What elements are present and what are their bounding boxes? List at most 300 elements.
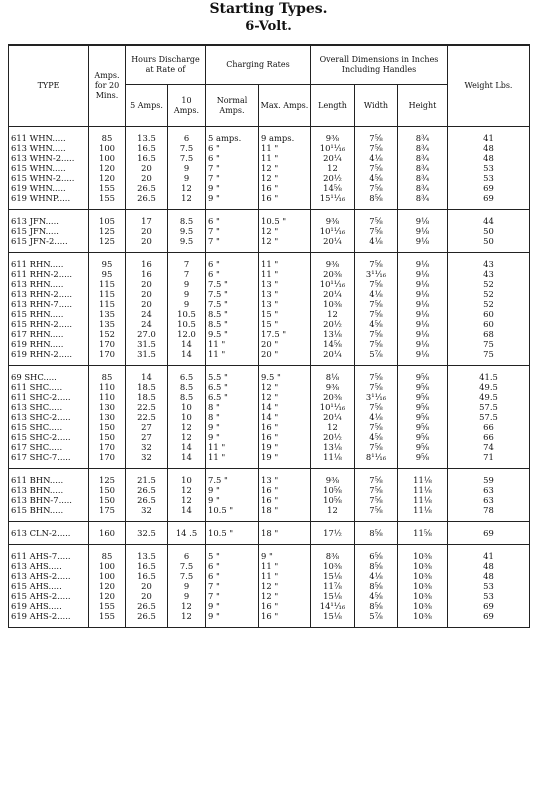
cell-weight: 68: [448, 329, 530, 339]
cell-amps-20: 125: [89, 226, 126, 236]
cell-height: 11⅝: [398, 522, 448, 545]
cell-amps-20: 120: [89, 591, 126, 601]
cell-weight: 50: [448, 226, 530, 236]
cell-10-amps: 9: [168, 163, 206, 173]
cell-length: 9⅜: [311, 253, 355, 270]
cell-5-amps: 13.5: [126, 545, 168, 562]
cell-normal-amps: 7 ": [206, 173, 259, 183]
cell-type: 619 WHN.....: [9, 183, 89, 193]
cell-weight: 48: [448, 153, 530, 163]
cell-type: 615 RHN.....: [9, 309, 89, 319]
table-row: [9, 422, 530, 432]
cell-length: 14⅝: [311, 183, 355, 193]
cell-type: 617 RHN.....: [9, 329, 89, 339]
cell-type: 613 AHS-2.....: [9, 571, 89, 581]
cell-amps-20: 150: [89, 495, 126, 505]
cell-weight: 69: [448, 522, 530, 545]
cell-weight: 53: [448, 591, 530, 601]
cell-10-amps: 10.5: [168, 319, 206, 329]
cell-amps-20: 150: [89, 422, 126, 432]
cell-weight: 57.5: [448, 402, 530, 412]
cell-max-amps: 16 ": [259, 495, 311, 505]
cell-5-amps: 27: [126, 422, 168, 432]
cell-max-amps: 16 ": [259, 485, 311, 495]
cell-amps-20: 85: [89, 545, 126, 562]
cell-weight: 75: [448, 339, 530, 349]
cell-type: 615 JFN.....: [9, 226, 89, 236]
table-row: [9, 253, 530, 270]
cell-length: 10¹¹⁄₁₆: [311, 279, 355, 289]
cell-height: 9⅛: [398, 289, 448, 299]
cell-normal-amps: 8 ": [206, 402, 259, 412]
cell-amps-20: 160: [89, 522, 126, 545]
cell-5-amps: 31.5: [126, 339, 168, 349]
cell-5-amps: 20: [126, 279, 168, 289]
table-row: [9, 495, 530, 505]
table-row: [9, 349, 530, 366]
cell-5-amps: 26.5: [126, 193, 168, 210]
cell-max-amps: 17.5 ": [259, 329, 311, 339]
cell-max-amps: 15 ": [259, 319, 311, 329]
cell-weight: 59: [448, 469, 530, 486]
cell-normal-amps: 7 ": [206, 581, 259, 591]
cell-normal-amps: 6 ": [206, 253, 259, 270]
cell-10-amps: 9: [168, 289, 206, 299]
cell-width: 8⅝: [355, 522, 398, 545]
cell-normal-amps: 5 amps.: [206, 127, 259, 144]
cell-width: 4⅛: [355, 289, 398, 299]
cell-normal-amps: 10.5 ": [206, 505, 259, 522]
cell-amps-20: 100: [89, 561, 126, 571]
cell-5-amps: 16.5: [126, 153, 168, 163]
cell-type: 611 SHC.....: [9, 382, 89, 392]
cell-weight: 52: [448, 299, 530, 309]
cell-normal-amps: 7 ": [206, 591, 259, 601]
header-overall-dimensions: Overall Dimensions in Inches Including Handles: [311, 45, 448, 85]
cell-10-amps: 12: [168, 432, 206, 442]
cell-10-amps: 12: [168, 422, 206, 432]
cell-height: 10⅜: [398, 591, 448, 601]
cell-type: 615 BHN.....: [9, 505, 89, 522]
cell-width: 4⅝: [355, 432, 398, 442]
cell-height: 9⅝: [398, 382, 448, 392]
cell-width: 4⅛: [355, 236, 398, 253]
cell-length: 13⅛: [311, 442, 355, 452]
table-row: [9, 226, 530, 236]
cell-length: 14⅝: [311, 339, 355, 349]
cell-height: 9⅝: [398, 452, 448, 469]
cell-height: 11⅛: [398, 485, 448, 495]
cell-height: 9⅛: [398, 309, 448, 319]
cell-length: 20½: [311, 319, 355, 329]
cell-max-amps: 13 ": [259, 469, 311, 486]
cell-width: 7⅝: [355, 485, 398, 495]
cell-length: 10⅝: [311, 495, 355, 505]
cell-length: 11⅞: [311, 581, 355, 591]
cell-weight: 53: [448, 173, 530, 183]
cell-length: 9⅜: [311, 469, 355, 486]
table-row: [9, 309, 530, 319]
cell-length: 10¹¹⁄₁₆: [311, 402, 355, 412]
cell-amps-20: 120: [89, 173, 126, 183]
cell-normal-amps: 9 ": [206, 432, 259, 442]
cell-5-amps: 24: [126, 319, 168, 329]
table-row: [9, 210, 530, 227]
cell-max-amps: 9 ": [259, 545, 311, 562]
cell-length: 11⅛: [311, 452, 355, 469]
cell-normal-amps: 7.5 ": [206, 289, 259, 299]
table-row: [9, 329, 530, 339]
cell-weight: 49.5: [448, 392, 530, 402]
cell-max-amps: 12 ": [259, 173, 311, 183]
cell-weight: 69: [448, 601, 530, 611]
cell-width: 5⅞: [355, 349, 398, 366]
cell-10-amps: 6.5: [168, 366, 206, 383]
cell-type: 617 SHC-7.....: [9, 452, 89, 469]
cell-10-amps: 7.5: [168, 143, 206, 153]
cell-5-amps: 20: [126, 173, 168, 183]
table-row: [9, 522, 530, 545]
cell-type: 613 BHN.....: [9, 485, 89, 495]
table-row: [9, 183, 530, 193]
cell-5-amps: 22.5: [126, 412, 168, 422]
cell-5-amps: 27: [126, 432, 168, 442]
cell-height: 10⅜: [398, 545, 448, 562]
cell-weight: 74: [448, 442, 530, 452]
cell-weight: 48: [448, 143, 530, 153]
cell-max-amps: 13 ": [259, 289, 311, 299]
cell-width: 4⅝: [355, 591, 398, 601]
cell-width: 8¹¹⁄₁₆: [355, 452, 398, 469]
cell-amps-20: 155: [89, 601, 126, 611]
cell-10-amps: 9: [168, 581, 206, 591]
cell-width: 3¹¹⁄₁₆: [355, 392, 398, 402]
cell-5-amps: 32: [126, 452, 168, 469]
cell-width: 7⅝: [355, 422, 398, 432]
cell-weight: 52: [448, 279, 530, 289]
cell-normal-amps: 6.5 ": [206, 392, 259, 402]
cell-weight: 48: [448, 561, 530, 571]
cell-max-amps: 18 ": [259, 505, 311, 522]
table-row: [9, 143, 530, 153]
cell-10-amps: 12: [168, 601, 206, 611]
cell-weight: 69: [448, 193, 530, 210]
cell-height: 9⅝: [398, 442, 448, 452]
cell-height: 9⅝: [398, 366, 448, 383]
cell-width: 3¹¹⁄₁₆: [355, 269, 398, 279]
table-row: [9, 611, 530, 628]
cell-10-amps: 8.5: [168, 392, 206, 402]
cell-width: 5⅞: [355, 611, 398, 628]
cell-max-amps: 12 ": [259, 382, 311, 392]
cell-10-amps: 9: [168, 173, 206, 183]
cell-max-amps: 20 ": [259, 339, 311, 349]
cell-amps-20: 155: [89, 611, 126, 628]
header-10-amps: 10 Amps.: [168, 85, 206, 127]
cell-amps-20: 150: [89, 485, 126, 495]
cell-amps-20: 155: [89, 193, 126, 210]
cell-length: 14¹¹⁄₁₆: [311, 601, 355, 611]
cell-width: 4⅛: [355, 153, 398, 163]
cell-length: 20½: [311, 173, 355, 183]
cell-5-amps: 26.5: [126, 611, 168, 628]
cell-weight: 63: [448, 495, 530, 505]
cell-width: 7⅝: [355, 127, 398, 144]
cell-normal-amps: 6 ": [206, 143, 259, 153]
cell-5-amps: 20: [126, 581, 168, 591]
header-normal-amps: Normal Amps.: [206, 85, 259, 127]
cell-width: 7⅝: [355, 183, 398, 193]
cell-length: 13⅛: [311, 329, 355, 339]
cell-type: 611 SHC-2.....: [9, 392, 89, 402]
table-row: [9, 153, 530, 163]
cell-max-amps: 13 ": [259, 279, 311, 289]
cell-weight: 41: [448, 545, 530, 562]
header-width: Width: [355, 85, 398, 127]
cell-type: 613 AHS.....: [9, 561, 89, 571]
cell-5-amps: 26.5: [126, 183, 168, 193]
cell-10-amps: 12: [168, 495, 206, 505]
table-row: [9, 591, 530, 601]
cell-normal-amps: 7.5 ": [206, 299, 259, 309]
cell-normal-amps: 6 ": [206, 153, 259, 163]
cell-normal-amps: 6 ": [206, 571, 259, 581]
cell-height: 9⅛: [398, 329, 448, 339]
cell-width: 7⅝: [355, 495, 398, 505]
cell-type: 615 SHC.....: [9, 422, 89, 432]
cell-length: 12: [311, 163, 355, 173]
cell-width: 8⅝: [355, 601, 398, 611]
cell-10-amps: 14: [168, 452, 206, 469]
cell-amps-20: 100: [89, 143, 126, 153]
cell-5-amps: 20: [126, 163, 168, 173]
cell-normal-amps: 6 ": [206, 269, 259, 279]
cell-weight: 43: [448, 269, 530, 279]
cell-max-amps: 12 ": [259, 392, 311, 402]
cell-weight: 71: [448, 452, 530, 469]
cell-width: 7⅝: [355, 299, 398, 309]
cell-10-amps: 7.5: [168, 561, 206, 571]
cell-type: 615 RHN-2.....: [9, 319, 89, 329]
table-row: [9, 193, 530, 210]
cell-width: 4⅝: [355, 319, 398, 329]
cell-amps-20: 100: [89, 571, 126, 581]
cell-max-amps: 16 ": [259, 432, 311, 442]
cell-amps-20: 85: [89, 366, 126, 383]
cell-width: 7⅝: [355, 253, 398, 270]
cell-height: 10⅜: [398, 601, 448, 611]
cell-max-amps: 11 ": [259, 153, 311, 163]
cell-height: 9⅝: [398, 402, 448, 412]
page-title: Starting Types.: [209, 1, 328, 17]
table-row: [9, 402, 530, 412]
cell-5-amps: 20: [126, 236, 168, 253]
cell-max-amps: 16 ": [259, 193, 311, 210]
cell-amps-20: 135: [89, 319, 126, 329]
cell-max-amps: 13 ": [259, 299, 311, 309]
cell-length: 15¹¹⁄₁₆: [311, 193, 355, 210]
cell-5-amps: 20: [126, 289, 168, 299]
cell-length: 10⅜: [311, 561, 355, 571]
cell-10-amps: 6: [168, 545, 206, 562]
cell-width: 7⅝: [355, 163, 398, 173]
cell-type: 69 SHC.....: [9, 366, 89, 383]
cell-height: 9⅝: [398, 422, 448, 432]
table-row: [9, 601, 530, 611]
cell-10-amps: 12: [168, 611, 206, 628]
cell-width: 4⅛: [355, 571, 398, 581]
cell-type: 613 WHN-2.....: [9, 153, 89, 163]
cell-10-amps: 12: [168, 183, 206, 193]
cell-weight: 60: [448, 319, 530, 329]
cell-max-amps: 15 ": [259, 309, 311, 319]
cell-5-amps: 13.5: [126, 127, 168, 144]
cell-type: 615 SHC-2.....: [9, 432, 89, 442]
cell-width: 6⅝: [355, 545, 398, 562]
cell-height: 9⅛: [398, 349, 448, 366]
cell-amps-20: 170: [89, 442, 126, 452]
cell-max-amps: 12 ": [259, 581, 311, 591]
cell-width: 7⅝: [355, 382, 398, 392]
cell-10-amps: 12.0: [168, 329, 206, 339]
cell-weight: 57.5: [448, 412, 530, 422]
cell-10-amps: 9.5: [168, 226, 206, 236]
table-row: [9, 452, 530, 469]
cell-type: 611 WHN.....: [9, 127, 89, 144]
cell-amps-20: 115: [89, 299, 126, 309]
cell-max-amps: 18 ": [259, 522, 311, 545]
cell-amps-20: 85: [89, 127, 126, 144]
cell-length: 10⅜: [311, 299, 355, 309]
cell-10-amps: 7.5: [168, 153, 206, 163]
cell-normal-amps: 9 ": [206, 183, 259, 193]
cell-normal-amps: 5 ": [206, 545, 259, 562]
cell-10-amps: 9: [168, 299, 206, 309]
cell-5-amps: 20: [126, 226, 168, 236]
cell-height: 9⅝: [398, 432, 448, 442]
cell-10-amps: 14 .5: [168, 522, 206, 545]
cell-height: 9⅛: [398, 269, 448, 279]
table-row: [9, 581, 530, 591]
cell-width: 7⅝: [355, 469, 398, 486]
cell-weight: 50: [448, 236, 530, 253]
cell-max-amps: 11 ": [259, 561, 311, 571]
cell-normal-amps: 7.5 ": [206, 469, 259, 486]
cell-type: 619 RHN.....: [9, 339, 89, 349]
cell-height: 9⅛: [398, 210, 448, 227]
cell-amps-20: 150: [89, 432, 126, 442]
cell-length: 10⅝: [311, 485, 355, 495]
cell-amps-20: 120: [89, 581, 126, 591]
cell-amps-20: 115: [89, 279, 126, 289]
cell-amps-20: 125: [89, 469, 126, 486]
cell-max-amps: 11 ": [259, 571, 311, 581]
header-length: Length: [311, 85, 355, 127]
cell-max-amps: 19 ": [259, 452, 311, 469]
cell-normal-amps: 5.5 ": [206, 366, 259, 383]
cell-weight: 41: [448, 127, 530, 144]
cell-length: 8⅛: [311, 366, 355, 383]
cell-width: 7⅝: [355, 366, 398, 383]
cell-10-amps: 7: [168, 253, 206, 270]
cell-type: 611 RHN-2.....: [9, 269, 89, 279]
cell-10-amps: 14: [168, 349, 206, 366]
cell-10-amps: 7: [168, 269, 206, 279]
cell-5-amps: 26.5: [126, 485, 168, 495]
cell-width: 7⅝: [355, 226, 398, 236]
cell-normal-amps: 7 ": [206, 226, 259, 236]
cell-width: 7⅝: [355, 309, 398, 319]
cell-10-amps: 8.5: [168, 382, 206, 392]
cell-max-amps: 11 ": [259, 269, 311, 279]
cell-10-amps: 8.5: [168, 210, 206, 227]
cell-width: 8⅝: [355, 193, 398, 210]
cell-width: 8⅝: [355, 581, 398, 591]
cell-height: 8¾: [398, 143, 448, 153]
cell-normal-amps: 9 ": [206, 601, 259, 611]
cell-10-amps: 14: [168, 442, 206, 452]
cell-type: 619 AHS-2.....: [9, 611, 89, 628]
cell-height: 9⅛: [398, 279, 448, 289]
cell-max-amps: 16 ": [259, 422, 311, 432]
cell-weight: 66: [448, 422, 530, 432]
cell-5-amps: 16: [126, 253, 168, 270]
cell-amps-20: 95: [89, 269, 126, 279]
cell-width: 7⅝: [355, 143, 398, 153]
cell-height: 10⅜: [398, 581, 448, 591]
cell-normal-amps: 6 ": [206, 561, 259, 571]
header-5-amps: 5 Amps.: [126, 85, 168, 127]
cell-max-amps: 9 amps.: [259, 127, 311, 144]
cell-amps-20: 110: [89, 392, 126, 402]
cell-10-amps: 14: [168, 505, 206, 522]
table-row: [9, 319, 530, 329]
cell-type: 611 BHN.....: [9, 469, 89, 486]
cell-5-amps: 14: [126, 366, 168, 383]
cell-height: 8¾: [398, 183, 448, 193]
cell-length: 10¹¹⁄₁₆: [311, 143, 355, 153]
cell-max-amps: 20 ": [259, 349, 311, 366]
cell-height: 9⅝: [398, 392, 448, 402]
cell-length: 20¼: [311, 349, 355, 366]
cell-normal-amps: 11 ": [206, 452, 259, 469]
cell-length: 17½: [311, 522, 355, 545]
cell-5-amps: 26.5: [126, 495, 168, 505]
header-charging-rates: Charging Rates: [206, 45, 311, 85]
cell-normal-amps: 8 ": [206, 412, 259, 422]
cell-normal-amps: 9 ": [206, 611, 259, 628]
cell-height: 10⅜: [398, 571, 448, 581]
table-row: [9, 127, 530, 144]
cell-type: 613 SHC-2.....: [9, 412, 89, 422]
cell-5-amps: 20: [126, 591, 168, 601]
cell-normal-amps: 11 ": [206, 442, 259, 452]
cell-5-amps: 18.5: [126, 392, 168, 402]
table-row: [9, 366, 530, 383]
cell-normal-amps: 9.5 ": [206, 329, 259, 339]
cell-10-amps: 6: [168, 127, 206, 144]
cell-weight: 63: [448, 485, 530, 495]
table-row: [9, 469, 530, 486]
cell-5-amps: 32: [126, 505, 168, 522]
table-row: [9, 236, 530, 253]
cell-height: 11⅛: [398, 469, 448, 486]
header-type: TYPE: [9, 45, 89, 127]
cell-5-amps: 16.5: [126, 143, 168, 153]
cell-10-amps: 10: [168, 412, 206, 422]
battery-spec-table: [8, 44, 530, 628]
table-row: [9, 299, 530, 309]
